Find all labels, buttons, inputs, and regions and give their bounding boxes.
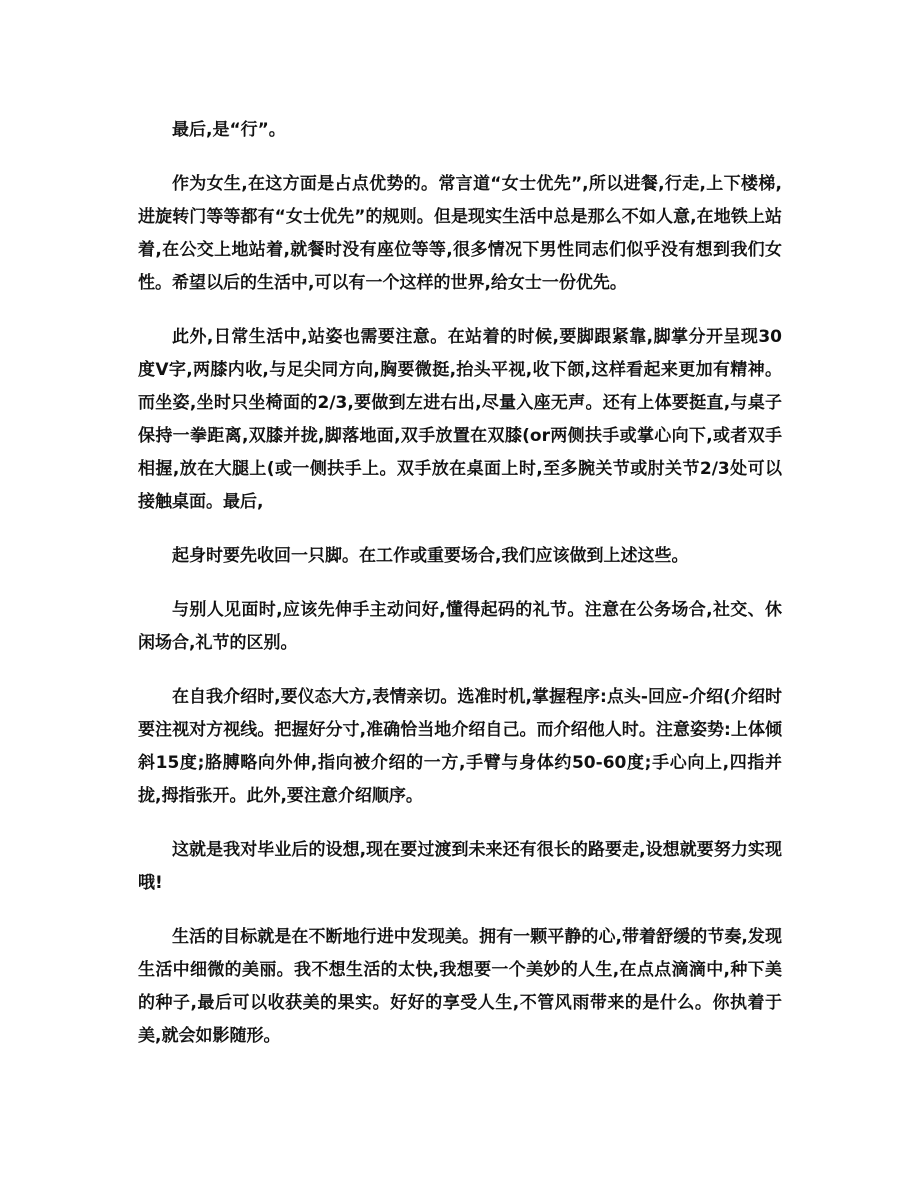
document-body	[138, 114, 782, 1053]
paragraph-8: 生活的目标就是在不断地行进中发现美。拥有一颗平静的心,带着舒缓的节奏,发现生活中细微的美丽。我不想生活的太快,我想要一个美妙的人生,在点点滴滴中,种下美的种子,最后可以收获美的果实。好好的享受人生,不管风雨带来的是什么。你执着于美,就会如影随形。	[138, 927, 782, 1046]
paragraph-1: 最后,是“行”。	[172, 120, 286, 140]
paragraph-2: 作为女生,在这方面是占点优势的。常言道“女士优先”,所以进餐,行走,上下楼梯,进旋转门等等都有“女士优先”的规则。但是现实生活中总是那么不如人意,在地铁上站着,在公交上地站着,就餐时没有座位等等,很多情况下男性同志们似乎没有想到我们女性。希望以后的生活中,可以有一个这样的世界,给女士一份优先。	[138, 174, 782, 293]
paragraph-6: 在自我介绍时,要仪态大方,表情亲切。选准时机,掌握程序:点头-回应-介绍(介绍时要注视对方视线。把握好分寸,准确恰当地介绍自己。而介绍他人时。注意姿势:上体倾斜15度;胳膊略向外伸,指向被介绍的一方,手臂与身体约50-60度;手心向上,四指并拢,拇指张开。此外,要注意介绍顺序。	[138, 687, 782, 806]
paragraph-4: 起身时要先收回一只脚。在工作或重要场合,我们应该做到上述这些。	[172, 546, 689, 566]
paragraph-3: 此外,日常生活中,站姿也需要注意。在站着的时候,要脚跟紧靠,脚掌分开呈现30度V字,两膝内收,与足尖同方向,胸要微挺,抬头平视,收下颌,这样看起来更加有精神。而坐姿,坐时只坐椅面的2/3,要做到左进右出,尽量入座无声。还有上体要挺直,与桌子保持一拳距离,双膝并拢,脚落地面,双手放置在双膝(or两侧扶手或掌心向下,或者双手相握,放在大腿上(或一侧扶手上。双手放在桌面上时,至多腕关节或肘关节2/3处可以接触桌面。最后,	[138, 327, 782, 512]
paragraph-7: 这就是我对毕业后的设想,现在要过渡到未来还有很长的路要走,设想就要努力实现哦!	[138, 840, 782, 893]
paragraph-5: 与别人见面时,应该先伸手主动问好,懂得起码的礼节。注意在公务场合,社交、休闲场合,礼节的区别。	[138, 600, 782, 653]
